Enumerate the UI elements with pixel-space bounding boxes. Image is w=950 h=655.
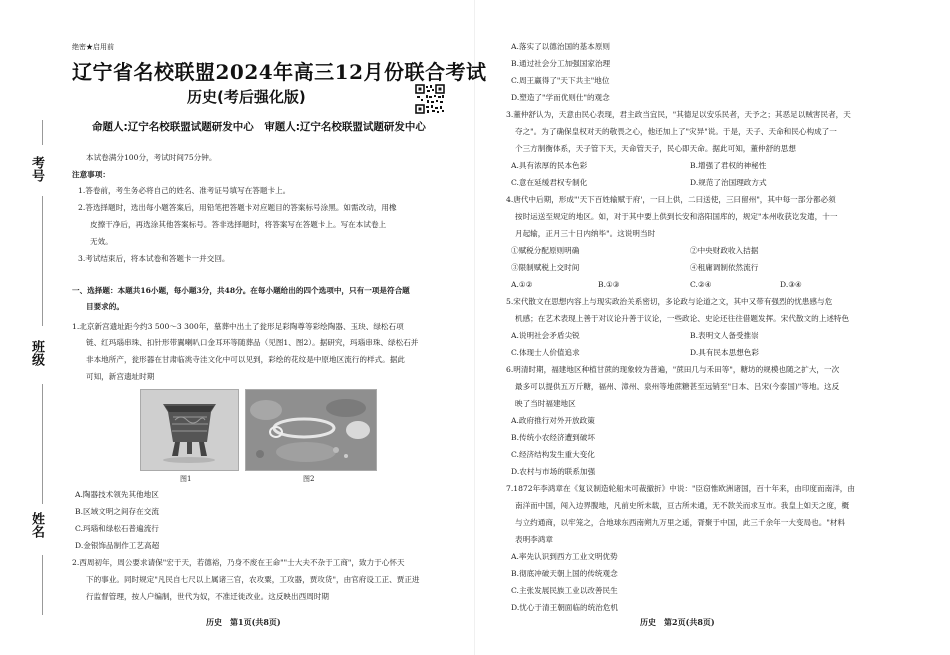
- secret-mark: 绝密★启用前: [72, 43, 114, 51]
- exam-title: 辽宁省名校联盟2024年高三12月份联合考试: [72, 60, 487, 84]
- q5-option-a: A.说明社会矛盾尖锐: [511, 331, 580, 340]
- note-2-line-2: 皮擦干净后，再选涂其他答案标号。答非选择题时，将答案写在答题卡上。写在本试卷上: [90, 220, 387, 229]
- q6-option-a: A.政府推行对外开放政策: [511, 416, 595, 425]
- sidebar-line: [42, 120, 43, 145]
- qr-code-icon: [415, 84, 445, 114]
- q7-stem-line-2: 南洋而中国，闯入边界腹地，凡前史所未载，亘古所未通，无不款关而求互市。我皇上如天之度，概: [515, 501, 850, 510]
- q2-stem-line-1: 2.西周初年，周公要求请保"宏于天，若德裕，乃身不废在王命""士大夫不杂于工商"，致力于心怀天: [72, 558, 405, 567]
- page-footer-left: 历史 第1页(共8页): [206, 617, 281, 627]
- q1-stem-line-2: 链、红玛瑙串珠、扣针形带翼喇叭口金耳环等随葬品（见图1、图2）。据研究，玛瑙串珠、绿松石并: [86, 338, 419, 347]
- q3-option-b: B.增强了君权的神秘性: [690, 161, 767, 170]
- q1-stem-line-3: 非本地所产，瓮形器在甘肃临洮寺洼文化中可以见到，彩绘的花纹是中原地区流行的样式。据此: [86, 355, 405, 364]
- q5-option-c: C.体现士人价值追求: [511, 348, 580, 357]
- q1-option-d: D.金银饰品制作工艺高超: [75, 541, 160, 550]
- note-3: 3.考试结束后，将本试卷和答题卡一并交回。: [78, 254, 230, 263]
- q7-stem-line-4: 表明李鸿章: [515, 535, 553, 544]
- note-2-line-3: 无效。: [90, 237, 113, 246]
- q5-stem-line-1: 5.宋代散文在思想内容上与现实政治关系密切，多论政与论道之文，其中又带有强烈的忧患感与危: [506, 297, 833, 306]
- q3-stem-line-3: 个三方制衡体系，天子管下天，天命管天子，民心即天命。据此可知，董仲舒的思想: [515, 144, 796, 153]
- q4-stem-line-2: 按时运送至规定的地区。如，对于其中要上供到长安和洛阳国库的，规定"本州收获讫发遣，十一: [515, 212, 838, 221]
- q7-option-c: C.主张发展民族工业以改善民生: [511, 586, 618, 595]
- q3-stem-line-1: 3.董仲舒认为，天意由民心表现，君主政当宜民，"其德足以安乐民者，天予之；其恶足以贼害民者，天: [506, 110, 851, 119]
- q7-option-a: A.率先认识到西方工业文明优势: [511, 552, 618, 561]
- sidebar-label-class: 班级: [29, 340, 44, 366]
- q7-stem-line-3: 与立约通商，以牢笼之，合地球东西南朔九万里之遥，胥聚于中国，此三千余年一大变局也。"材料: [515, 518, 846, 527]
- q2-option-b: B.通过社会分工加强国家治理: [511, 59, 611, 68]
- q1-option-c: C.玛瑙和绿松石普遍流行: [75, 524, 159, 533]
- section-heading-line-1: 一、选择题：本题共16小题，每小题3分，共48分。在每小题给出的四个选项中，只有一项是符合题: [72, 286, 410, 295]
- q4-statement-3: ③限制赋税上交时间: [511, 263, 580, 272]
- note-2-line-1: 2.答选择题时，选出每小题答案后，用铅笔把答题卡对应题目的答案标号涂黑。如需改动，用橡: [78, 203, 397, 212]
- q1-option-b: B.区域文明之间存在交流: [75, 507, 159, 516]
- q2-option-a: A.落实了以德治国的基本原则: [511, 42, 611, 51]
- q6-option-c: C.经济结构发生重大变化: [511, 450, 595, 459]
- figure-2-grave-goods-image: [245, 389, 377, 471]
- q4-statement-2: ②中央财政收入拮据: [690, 246, 759, 255]
- binding-sidebar: [0, 0, 58, 655]
- q6-option-d: D.农村与市场的联系加强: [511, 467, 596, 476]
- q2-option-c: C.周王赢得了"天下共主"地位: [511, 76, 610, 85]
- figure-1-caption: 图1: [180, 475, 192, 483]
- q7-option-b: B.彻底冲破天朝上国的传统观念: [511, 569, 618, 578]
- q5-option-b: B.表明文人备受推崇: [690, 331, 759, 340]
- q7-option-d: D.忧心于清王朝面临的统治危机: [511, 603, 618, 612]
- sidebar-label-name: 姓名: [29, 512, 44, 538]
- q4-option-a: A.①②: [511, 280, 533, 289]
- exam-subtitle: 历史(考后强化版): [187, 88, 306, 106]
- q3-stem-line-2: 夺之"。为了确保皇权对天的敬畏之心，他还加上了"灾异"说。于是，天子、天命和民心构成了一: [515, 127, 837, 136]
- q5-option-d: D.具有民本思想色彩: [690, 348, 759, 357]
- q6-stem-line-3: 映了当时福建地区: [515, 399, 576, 408]
- q4-statement-4: ④租庸调制依然流行: [690, 263, 759, 272]
- note-1: 1.答卷前，考生务必将自己的姓名、准考证号填写在答题卡上。: [78, 186, 291, 195]
- q6-option-b: B.传统小农经济遭到破坏: [511, 433, 595, 442]
- exam-authors: 命题人:辽宁名校联盟试题研发中心 审题人:辽宁名校联盟试题研发中心: [92, 121, 426, 133]
- q1-option-a: A.陶器技术领先其他地区: [75, 490, 159, 499]
- sidebar-line: [42, 384, 43, 504]
- q6-stem-line-2: 最多可以提供五万斤糖，福州、漳州、泉州等地蔗糖甚至远销至"日本、吕宋(今泰国)"等地。这反: [515, 382, 840, 391]
- notes-heading: 注意事项：: [72, 170, 110, 179]
- q6-stem-line-1: 6.明清时期，福建地区种植甘蔗的现象较为普遍，"蔗田几与禾田等"，糖坊的规模也随之扩大，一次: [506, 365, 840, 374]
- section-heading-line-2: 目要求的。: [86, 302, 124, 311]
- q3-option-c: C.意在延缓君权专制化: [511, 178, 588, 187]
- page-right: [475, 0, 950, 655]
- q2-option-d: D.塑造了"学而优则仕"的观念: [511, 93, 610, 102]
- exam-intro: 本试卷满分100分，考试时间75分钟。: [86, 153, 217, 162]
- q4-statement-1: ①赋税分配原则明确: [511, 246, 580, 255]
- q4-stem-line-1: 4.唐代中后期，形成"'天下百姓输赋于府'，一曰上供，二曰送使，三曰留州"，其中每一部分都必须: [506, 195, 836, 204]
- page-footer-right: 历史 第2页(共8页): [640, 617, 715, 627]
- q4-option-c: C.②④: [690, 280, 712, 289]
- q3-option-a: A.具有浓厚的民本色彩: [511, 161, 588, 170]
- q7-stem-line-1: 7.1872年李鸿章在《复议制造轮船未可裁撤折》中说："臣窃惟欧洲诸国，百十年来，由印度而南洋，由: [506, 484, 855, 493]
- q2-stem-line-3: 行监督管理，按人户编制，世代为奴，不准迁徙改业。这反映出西周时期: [86, 592, 329, 601]
- q5-stem-line-2: 机感；在艺术表现上善于对议论升善于议论，一些政论、史论还往往借题发挥。宋代散文的上述特色: [515, 314, 850, 323]
- q4-option-b: B.①③: [598, 280, 620, 289]
- figure-2-caption: 图2: [303, 475, 315, 483]
- figure-1-pottery-image: [140, 389, 239, 471]
- q4-option-d: D.③④: [780, 280, 802, 289]
- q3-option-d: D.规范了治国理政方式: [690, 178, 767, 187]
- sidebar-label-exam-no: 考号: [29, 156, 44, 182]
- sidebar-line: [42, 555, 43, 615]
- q4-stem-line-3: 月起输，正月三十日内纳毕"。这说明当时: [515, 229, 656, 238]
- q1-stem-line-1: 1.北京新宫遗址距今约3 500～3 300年，墓葬中出土了瓮形足彩陶尊等彩绘陶器、玉玦、绿松石项: [72, 322, 404, 331]
- q2-stem-line-2: 下的事业。同时规定"凡民自七尺以上属诸三官，农攻粟，工攻器，贾攻货"，由官府设工正、贾正进: [86, 575, 420, 584]
- q1-stem-line-4: 可知，新宫遗址时期: [86, 372, 155, 381]
- sidebar-line: [42, 196, 43, 326]
